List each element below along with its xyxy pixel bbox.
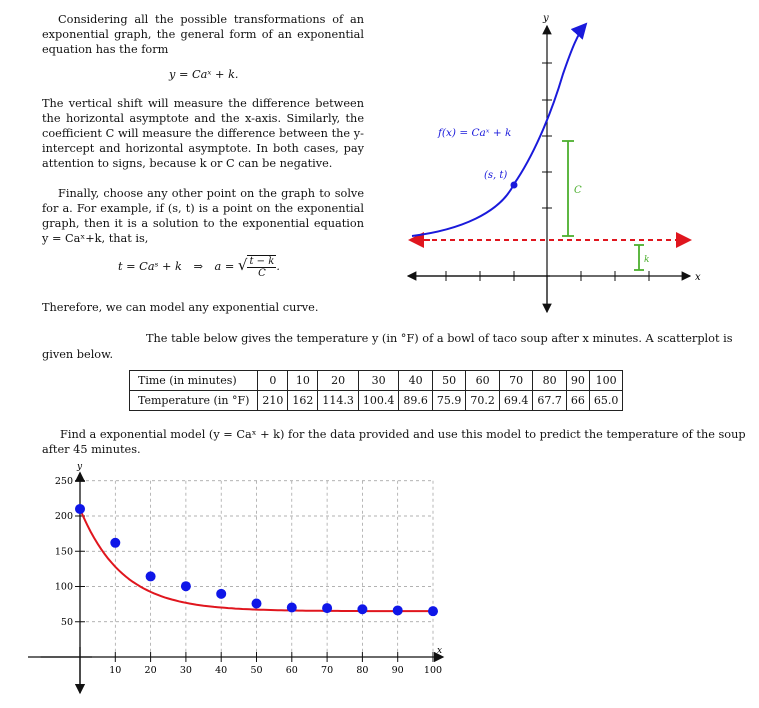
data-point bbox=[322, 603, 332, 613]
c-bracket bbox=[562, 141, 574, 236]
time-cell: 80 bbox=[533, 371, 567, 391]
temp-cell: 67.7 bbox=[533, 391, 567, 411]
solve-for-a-equation bbox=[118, 255, 280, 279]
data-point bbox=[75, 504, 85, 514]
table-row-temperature bbox=[130, 391, 623, 411]
eq-left: t = Caˢ + k bbox=[118, 260, 182, 273]
data-point bbox=[357, 604, 367, 614]
temperature-scatterplot bbox=[28, 462, 458, 702]
c-label: C bbox=[574, 185, 582, 196]
data-point bbox=[216, 589, 226, 599]
time-cell: 50 bbox=[432, 371, 466, 391]
root-body bbox=[247, 255, 276, 279]
exponential-diagram bbox=[400, 8, 710, 316]
chart-ticks bbox=[55, 476, 442, 676]
intro-paragraph-1: Considering all the possible transformations of an exponential graph, the general form of an exponential equation has the form bbox=[42, 13, 364, 56]
y-tick-label: 50 bbox=[60, 616, 73, 628]
temp-cell: 100.4 bbox=[358, 391, 399, 411]
k-label: k bbox=[644, 255, 650, 265]
temp-cell: 75.9 bbox=[432, 391, 466, 411]
y-tick-label: 100 bbox=[54, 581, 73, 593]
x-tick-label: 80 bbox=[356, 665, 369, 676]
x-tick-label: 90 bbox=[391, 665, 404, 676]
general-form-equation: y = Caˣ + k. bbox=[169, 68, 239, 81]
x-tick-label: 100 bbox=[423, 665, 443, 676]
y-tick-label: 200 bbox=[54, 511, 73, 522]
y-tick-label: 150 bbox=[54, 546, 73, 558]
intro-paragraph-3: Finally, choose any other point on the graph to solve for a. For example, if (s, t) is a point on the exponential graph, then it is a solution to the exponential equation y = Caˣ+k, that is, bbox=[42, 187, 364, 245]
time-header: Time (in minutes) bbox=[130, 371, 258, 391]
chart-axes bbox=[28, 473, 443, 693]
table-row-time bbox=[130, 371, 623, 391]
data-point bbox=[110, 538, 120, 548]
eq-denominator: C bbox=[258, 268, 266, 279]
temperature-table bbox=[129, 370, 623, 411]
k-bracket bbox=[634, 245, 644, 270]
time-cell: 0 bbox=[258, 371, 288, 391]
data-point bbox=[252, 598, 262, 608]
temp-cell: 66 bbox=[566, 391, 589, 411]
task-line2: after 45 minutes. bbox=[42, 443, 141, 456]
point-s-t bbox=[511, 182, 518, 189]
problem-intro-line1: The table below gives the temperature y (in °F) of a bowl of taco soup after x minutes. A scatterplot is bbox=[146, 332, 733, 345]
temp-cell: 65.0 bbox=[589, 391, 623, 411]
temperature-header: Temperature (in °F) bbox=[130, 391, 258, 411]
temp-cell: 69.4 bbox=[499, 391, 533, 411]
diagram-y-label: y bbox=[543, 13, 549, 24]
x-tick-label: 20 bbox=[144, 665, 157, 676]
data-point bbox=[393, 605, 403, 615]
time-cell: 70 bbox=[499, 371, 533, 391]
function-label: f(x) = Caˣ + k bbox=[438, 127, 512, 139]
chart-y-label: y bbox=[77, 462, 83, 472]
implies-arrow: ⇒ bbox=[193, 260, 203, 273]
x-tick-label: 40 bbox=[215, 665, 228, 676]
temp-cell: 114.3 bbox=[318, 391, 359, 411]
point-label: (s, t) bbox=[484, 170, 508, 181]
data-point bbox=[287, 603, 297, 613]
diagram-x-label: x bbox=[695, 272, 701, 283]
x-tick-label: 60 bbox=[285, 665, 298, 676]
time-cell: 100 bbox=[589, 371, 623, 391]
eq-numerator: t − k bbox=[249, 256, 275, 267]
x-tick-label: 10 bbox=[109, 665, 122, 676]
time-cell: 40 bbox=[399, 371, 433, 391]
y-tick-label: 250 bbox=[54, 475, 73, 487]
x-tick-label: 50 bbox=[250, 665, 263, 676]
intro-paragraph-4: Therefore, we can model any exponential curve. bbox=[42, 301, 319, 314]
data-point bbox=[428, 606, 438, 616]
data-point bbox=[146, 571, 156, 581]
root-sign: √ bbox=[237, 256, 248, 274]
problem-intro-line2: given below. bbox=[42, 348, 114, 361]
temp-cell: 162 bbox=[288, 391, 318, 411]
time-cell: 30 bbox=[358, 371, 399, 391]
intro-paragraph-2: The vertical shift will measure the difference between the horizontal asymptote and the x-axis. Similarly, the coefficient C will measure the difference between the y-intercept and horizontal asymptote. In both cases, pay attention to signs, because k or C can be negative. bbox=[42, 97, 364, 170]
temp-cell: 70.2 bbox=[466, 391, 500, 411]
chart-grid bbox=[80, 481, 433, 657]
time-cell: 60 bbox=[466, 371, 500, 391]
data-point bbox=[181, 581, 191, 591]
chart-x-label: x bbox=[437, 646, 443, 656]
temp-cell: 89.6 bbox=[399, 391, 433, 411]
x-tick-label: 70 bbox=[321, 665, 334, 676]
temp-cell: 210 bbox=[258, 391, 288, 411]
time-cell: 20 bbox=[318, 371, 359, 391]
task-line1: Find a exponential model (y = Caˣ + k) for the data provided and use this model to predict the temperature of the soup bbox=[60, 428, 746, 441]
time-cell: 90 bbox=[566, 371, 589, 391]
eq-a: a = bbox=[214, 260, 235, 273]
eq-end: . bbox=[276, 260, 280, 273]
time-cell: 10 bbox=[288, 371, 318, 391]
x-tick-label: 30 bbox=[179, 665, 192, 676]
